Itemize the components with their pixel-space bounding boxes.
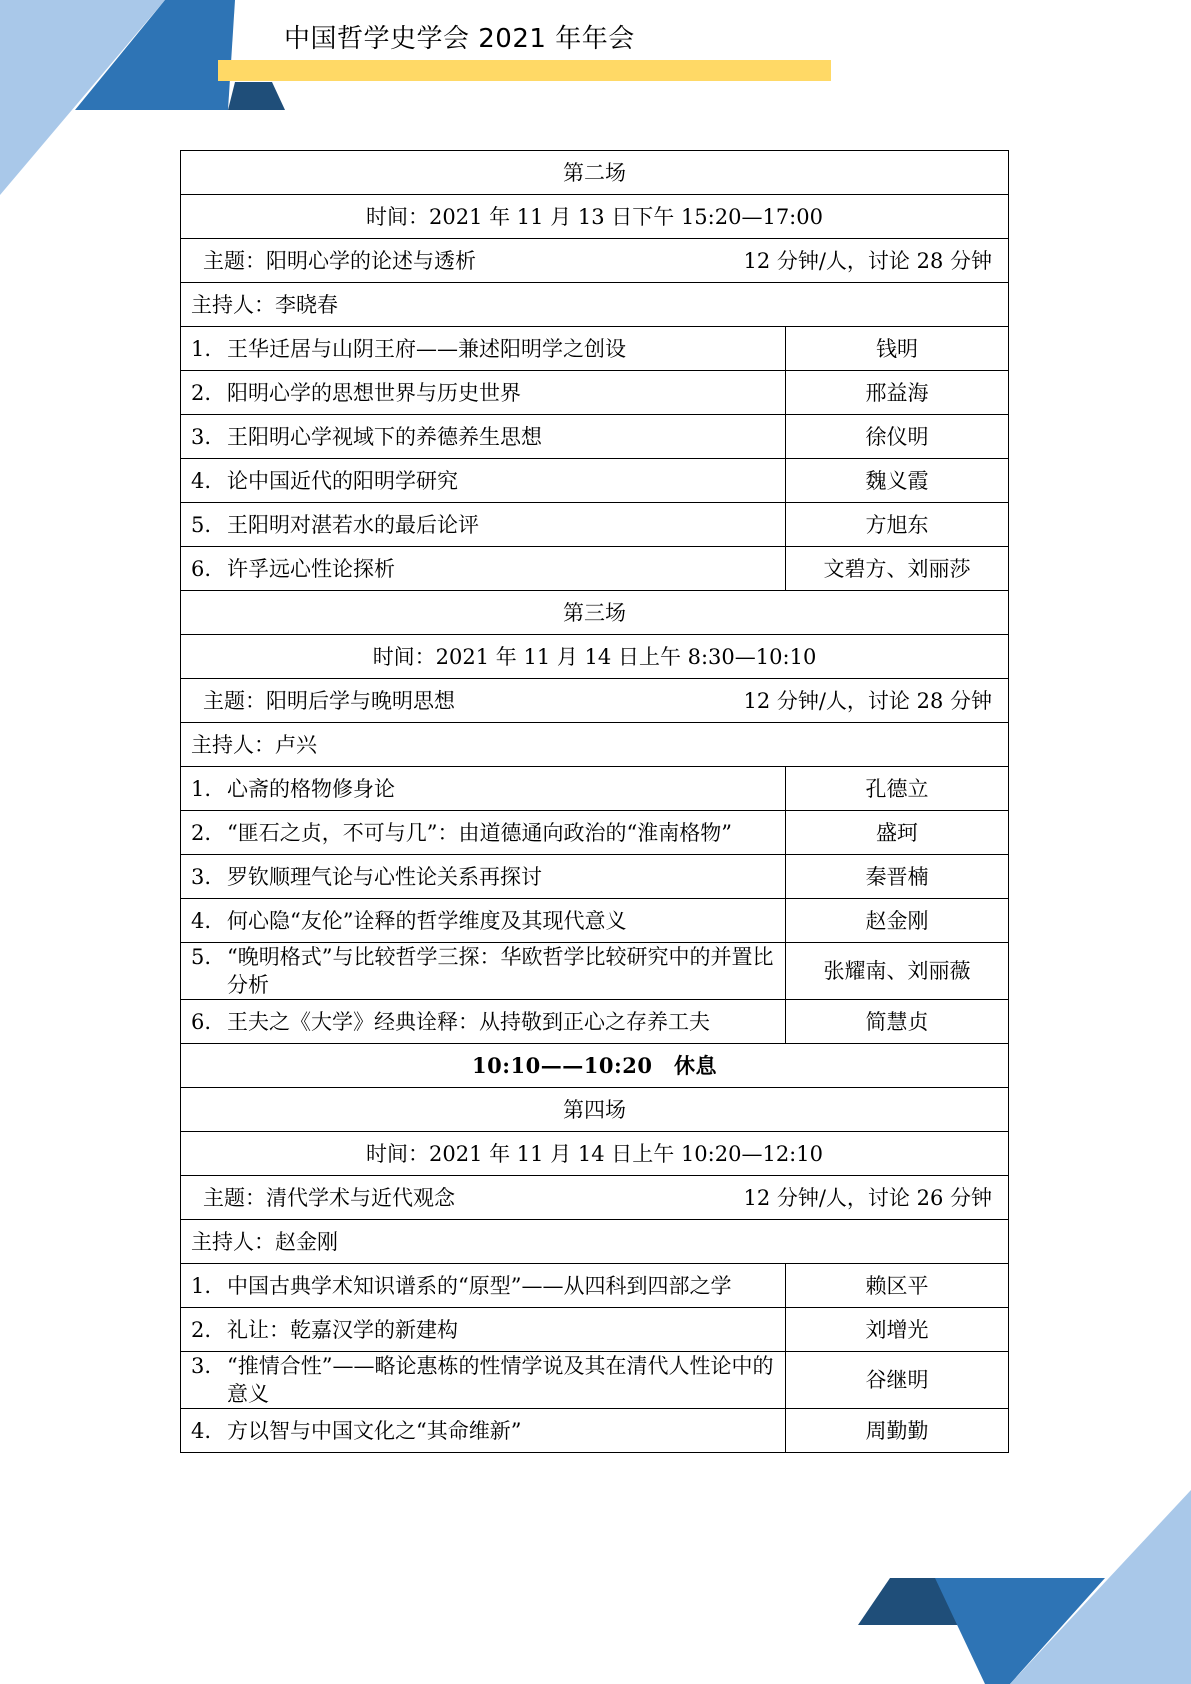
paper-row [181,1409,1009,1453]
paper-number: 3. [191,864,212,889]
page-title: 中国哲学史学会 2021 年年会 [284,24,635,54]
session-time: 时间：2021 年 11 月 13 日下午 15:20—17:00 [181,195,1009,239]
paper-speaker: 方旭东 [786,503,1009,547]
session-time: 时间：2021 年 11 月 14 日上午 10:20—12:10 [181,1132,1009,1176]
paper-title: 王阳明心学视域下的养德养生思想 [227,424,542,449]
paper-row [181,415,1009,459]
paper-title: “匪石之贞，不可与几”：由道德通向政治的“淮南格物” [227,820,732,845]
paper-title: 罗钦顺理气论与心性论关系再探讨 [227,864,542,889]
paper-speaker: 赖区平 [786,1264,1009,1308]
break-label: 10:10——10:20 休息 [181,1044,1009,1088]
bottom-right-light-triangle [1010,1490,1191,1684]
paper-row [181,1264,1009,1308]
paper-speaker: 孔德立 [786,767,1009,811]
session-header-row [181,591,1009,635]
session-topic-row [181,239,1009,283]
bottom-right-dark-triangle [858,1578,1030,1625]
paper-number: 3. [191,1354,212,1378]
session-host-row [181,1220,1009,1264]
paper-speaker: 张耀南、刘丽薇 [786,943,1009,1000]
paper-title: 王华迁居与山阴王府——兼述阳明学之创设 [227,336,626,361]
title-underline-bar [218,60,831,81]
session-topic-row [181,1176,1009,1220]
paper-title: 中国古典学术知识谱系的“原型”——从四科到四部之学 [227,1273,732,1298]
session-header-row [181,151,1009,195]
session-name: 第三场 [181,591,1009,635]
paper-number: 5. [191,512,212,537]
session-topic: 主题：清代学术与近代观念 [203,1185,455,1210]
session-rule: 12 分钟/人，讨论 26 分钟 [743,1185,992,1210]
paper-title: 许孚远心性论探析 [227,556,395,581]
session-time-row [181,1132,1009,1176]
session-name: 第二场 [181,151,1009,195]
paper-speaker: 徐仪明 [786,415,1009,459]
session-host: 主持人：卢兴 [181,723,1009,767]
paper-speaker: 邢益海 [786,371,1009,415]
paper-title: 王阳明对湛若水的最后论评 [227,512,479,537]
paper-title: 何心隐“友伦”诠释的哲学维度及其现代意义 [227,908,627,933]
paper-row [181,855,1009,899]
paper-speaker: 谷继明 [786,1352,1009,1409]
paper-title: 礼让：乾嘉汉学的新建构 [227,1317,458,1342]
paper-row [181,811,1009,855]
paper-row [181,1308,1009,1352]
paper-title: “晚明格式”与比较哲学三探：华欧哲学比较研究中的并置比分析 [227,945,774,997]
session-host-row [181,283,1009,327]
session-name: 第四场 [181,1088,1009,1132]
top-left-blue-triangle [75,0,235,110]
paper-number: 2. [191,820,212,845]
paper-number: 1. [191,336,212,361]
paper-speaker: 周勤勤 [786,1409,1009,1453]
paper-row [181,503,1009,547]
paper-number: 4. [191,1418,212,1443]
session-time: 时间：2021 年 11 月 14 日上午 8:30—10:10 [181,635,1009,679]
top-left-light-triangle [0,0,165,195]
paper-title: 阳明心学的思想世界与历史世界 [227,380,521,405]
paper-row [181,459,1009,503]
session-time-row [181,635,1009,679]
session-topic: 主题：阳明后学与晚明思想 [203,688,455,713]
bottom-right-blue-triangle [935,1578,1105,1684]
paper-speaker: 赵金刚 [786,899,1009,943]
paper-speaker: 简慧贞 [786,1000,1009,1044]
paper-speaker: 盛珂 [786,811,1009,855]
paper-number: 4. [191,908,212,933]
paper-row [181,547,1009,591]
paper-row [181,1352,1009,1409]
paper-row [181,943,1009,1000]
session-rule: 12 分钟/人，讨论 28 分钟 [743,688,992,713]
paper-row [181,371,1009,415]
break-row [181,1044,1009,1088]
paper-row [181,1000,1009,1044]
paper-number: 2. [191,380,212,405]
schedule-table [180,150,1009,1453]
paper-row [181,327,1009,371]
top-left-dark-triangle [228,82,285,110]
session-topic: 主题：阳明心学的论述与透析 [203,248,476,273]
session-host: 主持人：李晓春 [181,283,1009,327]
paper-title: 方以智与中国文化之“其命维新” [227,1418,522,1443]
paper-speaker: 刘增光 [786,1308,1009,1352]
paper-number: 2. [191,1317,212,1342]
paper-number: 6. [191,556,212,581]
session-host-row [181,723,1009,767]
paper-number: 1. [191,776,212,801]
paper-speaker: 文碧方、刘丽莎 [786,547,1009,591]
paper-title: 王夫之《大学》经典诠释：从持敬到正心之存养工夫 [227,1009,710,1034]
session-header-row [181,1088,1009,1132]
paper-number: 5. [191,945,212,969]
paper-number: 4. [191,468,212,493]
paper-title: 论中国近代的阳明学研究 [227,468,458,493]
paper-row [181,767,1009,811]
session-rule: 12 分钟/人，讨论 28 分钟 [743,248,992,273]
paper-number: 3. [191,424,212,449]
paper-speaker: 魏义霞 [786,459,1009,503]
paper-speaker: 秦晋楠 [786,855,1009,899]
session-host: 主持人：赵金刚 [181,1220,1009,1264]
session-topic-row [181,679,1009,723]
paper-row [181,899,1009,943]
paper-title: “推情合性”——略论惠栋的性情学说及其在清代人性论中的意义 [227,1354,774,1406]
paper-number: 6. [191,1009,212,1034]
paper-title: 心斋的格物修身论 [227,776,395,801]
session-time-row [181,195,1009,239]
paper-number: 1. [191,1273,212,1298]
paper-speaker: 钱明 [786,327,1009,371]
